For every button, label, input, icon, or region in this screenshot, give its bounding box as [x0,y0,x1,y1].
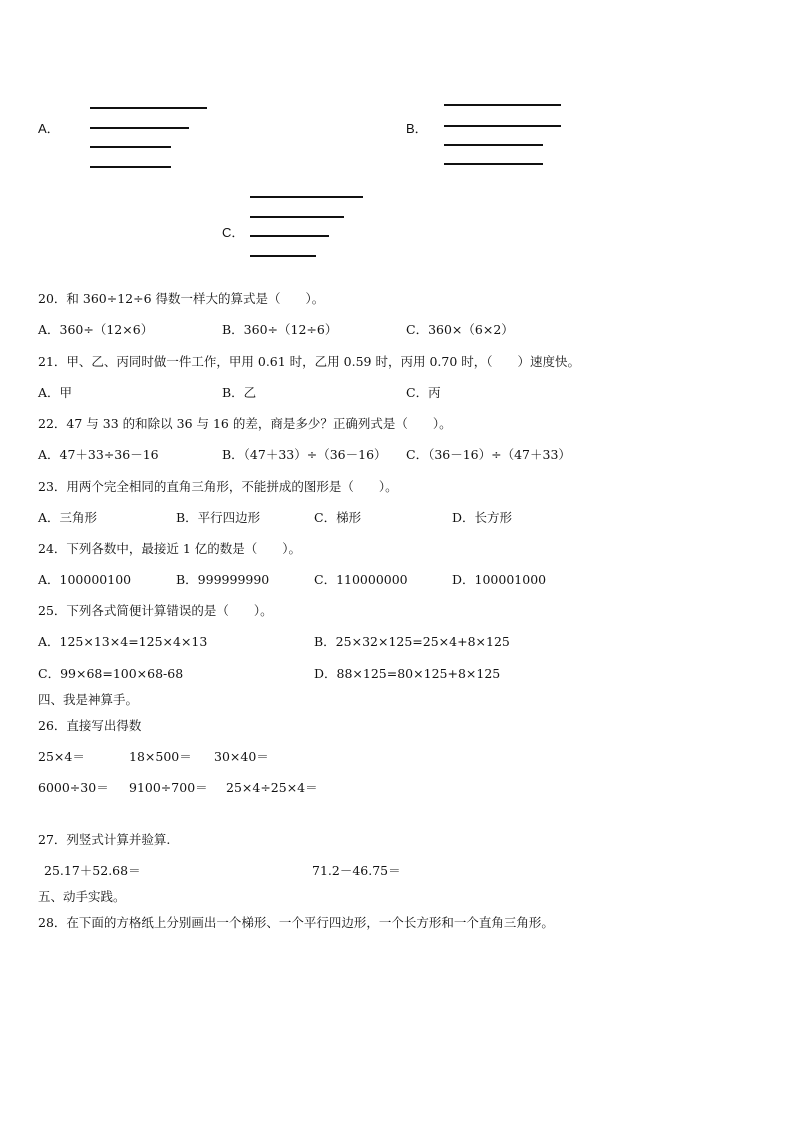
q24-option-a[interactable]: A．100000100 [38,572,132,587]
figure-a-line-3 [90,146,171,148]
question-28: 28．在下面的方格纸上分别画出一个梯形、一个平行四边形，一个长方形和一个直角三角形。 [38,915,554,930]
question-23: 23．用两个完全相同的直角三角形，不能拼成的图形是（ ）。 [38,479,398,494]
q21-option-a[interactable]: A．甲 [38,385,73,400]
q25-option-d[interactable]: D．88×125=80×125+8×125 [314,666,501,681]
q26-item-5: 9100÷700＝ [129,780,208,795]
q26-item-2: 18×500＝ [129,749,192,764]
figure-c-line-4 [250,255,316,257]
q21-option-b[interactable]: B．乙 [222,385,257,400]
q25-option-a[interactable]: A．125×13×4=125×4×13 [38,634,208,649]
q23-option-d[interactable]: D．长方形 [452,510,513,525]
q23-option-a[interactable]: A．三角形 [38,510,98,525]
section-5-title: 五、动手实践。 [38,889,126,904]
q24-option-d[interactable]: D．100001000 [452,572,547,587]
q24-option-c[interactable]: C．110000000 [314,572,408,587]
question-20: 20．和 360÷12÷6 得数一样大的算式是（ ）。 [38,291,325,306]
figure-b-line-2 [444,125,561,127]
question-25: 25．下列各式简便计算错误的是（ ）。 [38,603,273,618]
q27-item-1: 25.17＋52.68＝ [44,863,141,878]
q25-option-b[interactable]: B．25×32×125=25×4+8×125 [314,634,510,649]
q24-option-b[interactable]: B．999999990 [176,572,270,587]
q20-option-a[interactable]: A．360÷（12×6） [38,322,154,337]
question-27: 27．列竖式计算并验算. [38,832,171,847]
figure-a-line-2 [90,127,189,129]
q22-option-a[interactable]: A．47＋33÷36－16 [38,447,159,462]
q21-option-c[interactable]: C．丙 [406,385,441,400]
figure-c-line-3 [250,235,329,237]
q26-item-3: 30×40＝ [214,749,269,764]
q23-option-b[interactable]: B．平行四边形 [176,510,261,525]
q26-item-4: 6000÷30＝ [38,780,109,795]
figure-a-line-4 [90,166,171,168]
section-4-title: 四、我是神算手。 [38,692,139,707]
figure-label-b: B． [406,121,428,136]
figure-label-a: A． [38,121,60,136]
figure-c-line-2 [250,216,344,218]
question-26: 26．直接写出得数 [38,718,142,733]
figure-b-line-1 [444,104,561,106]
figure-c-line-1 [250,196,363,198]
q22-option-c[interactable]: C．（36－16）÷（47＋33） [406,447,571,462]
q25-option-c[interactable]: C．99×68=100×68-68 [38,666,184,681]
q26-item-1: 25×4＝ [38,749,85,764]
q22-option-b[interactable]: B．（47＋33）÷（36－16） [222,447,387,462]
question-24: 24．下列各数中，最接近 1 亿的数是（ ）。 [38,541,302,556]
q26-item-6: 25×4÷25×4＝ [226,780,318,795]
q23-option-c[interactable]: C．梯形 [314,510,362,525]
question-21: 21．甲、乙、丙同时做一件工作，甲用 0.61 时，乙用 0.59 时，丙用 0.70 时，（ ）速度快。 [38,354,580,369]
q20-option-b[interactable]: B．360÷（12÷6） [222,322,338,337]
question-22: 22．47 与 33 的和除以 36 与 16 的差，商是多少？正确列式是（ ）。 [38,416,452,431]
figure-a-line-1 [90,107,207,109]
q20-option-c[interactable]: C．360×（6×2） [406,322,514,337]
figure-b-line-3 [444,144,543,146]
figure-b-line-4 [444,163,543,165]
q27-item-2: 71.2－46.75＝ [312,863,401,878]
figure-label-c: C． [222,225,245,240]
